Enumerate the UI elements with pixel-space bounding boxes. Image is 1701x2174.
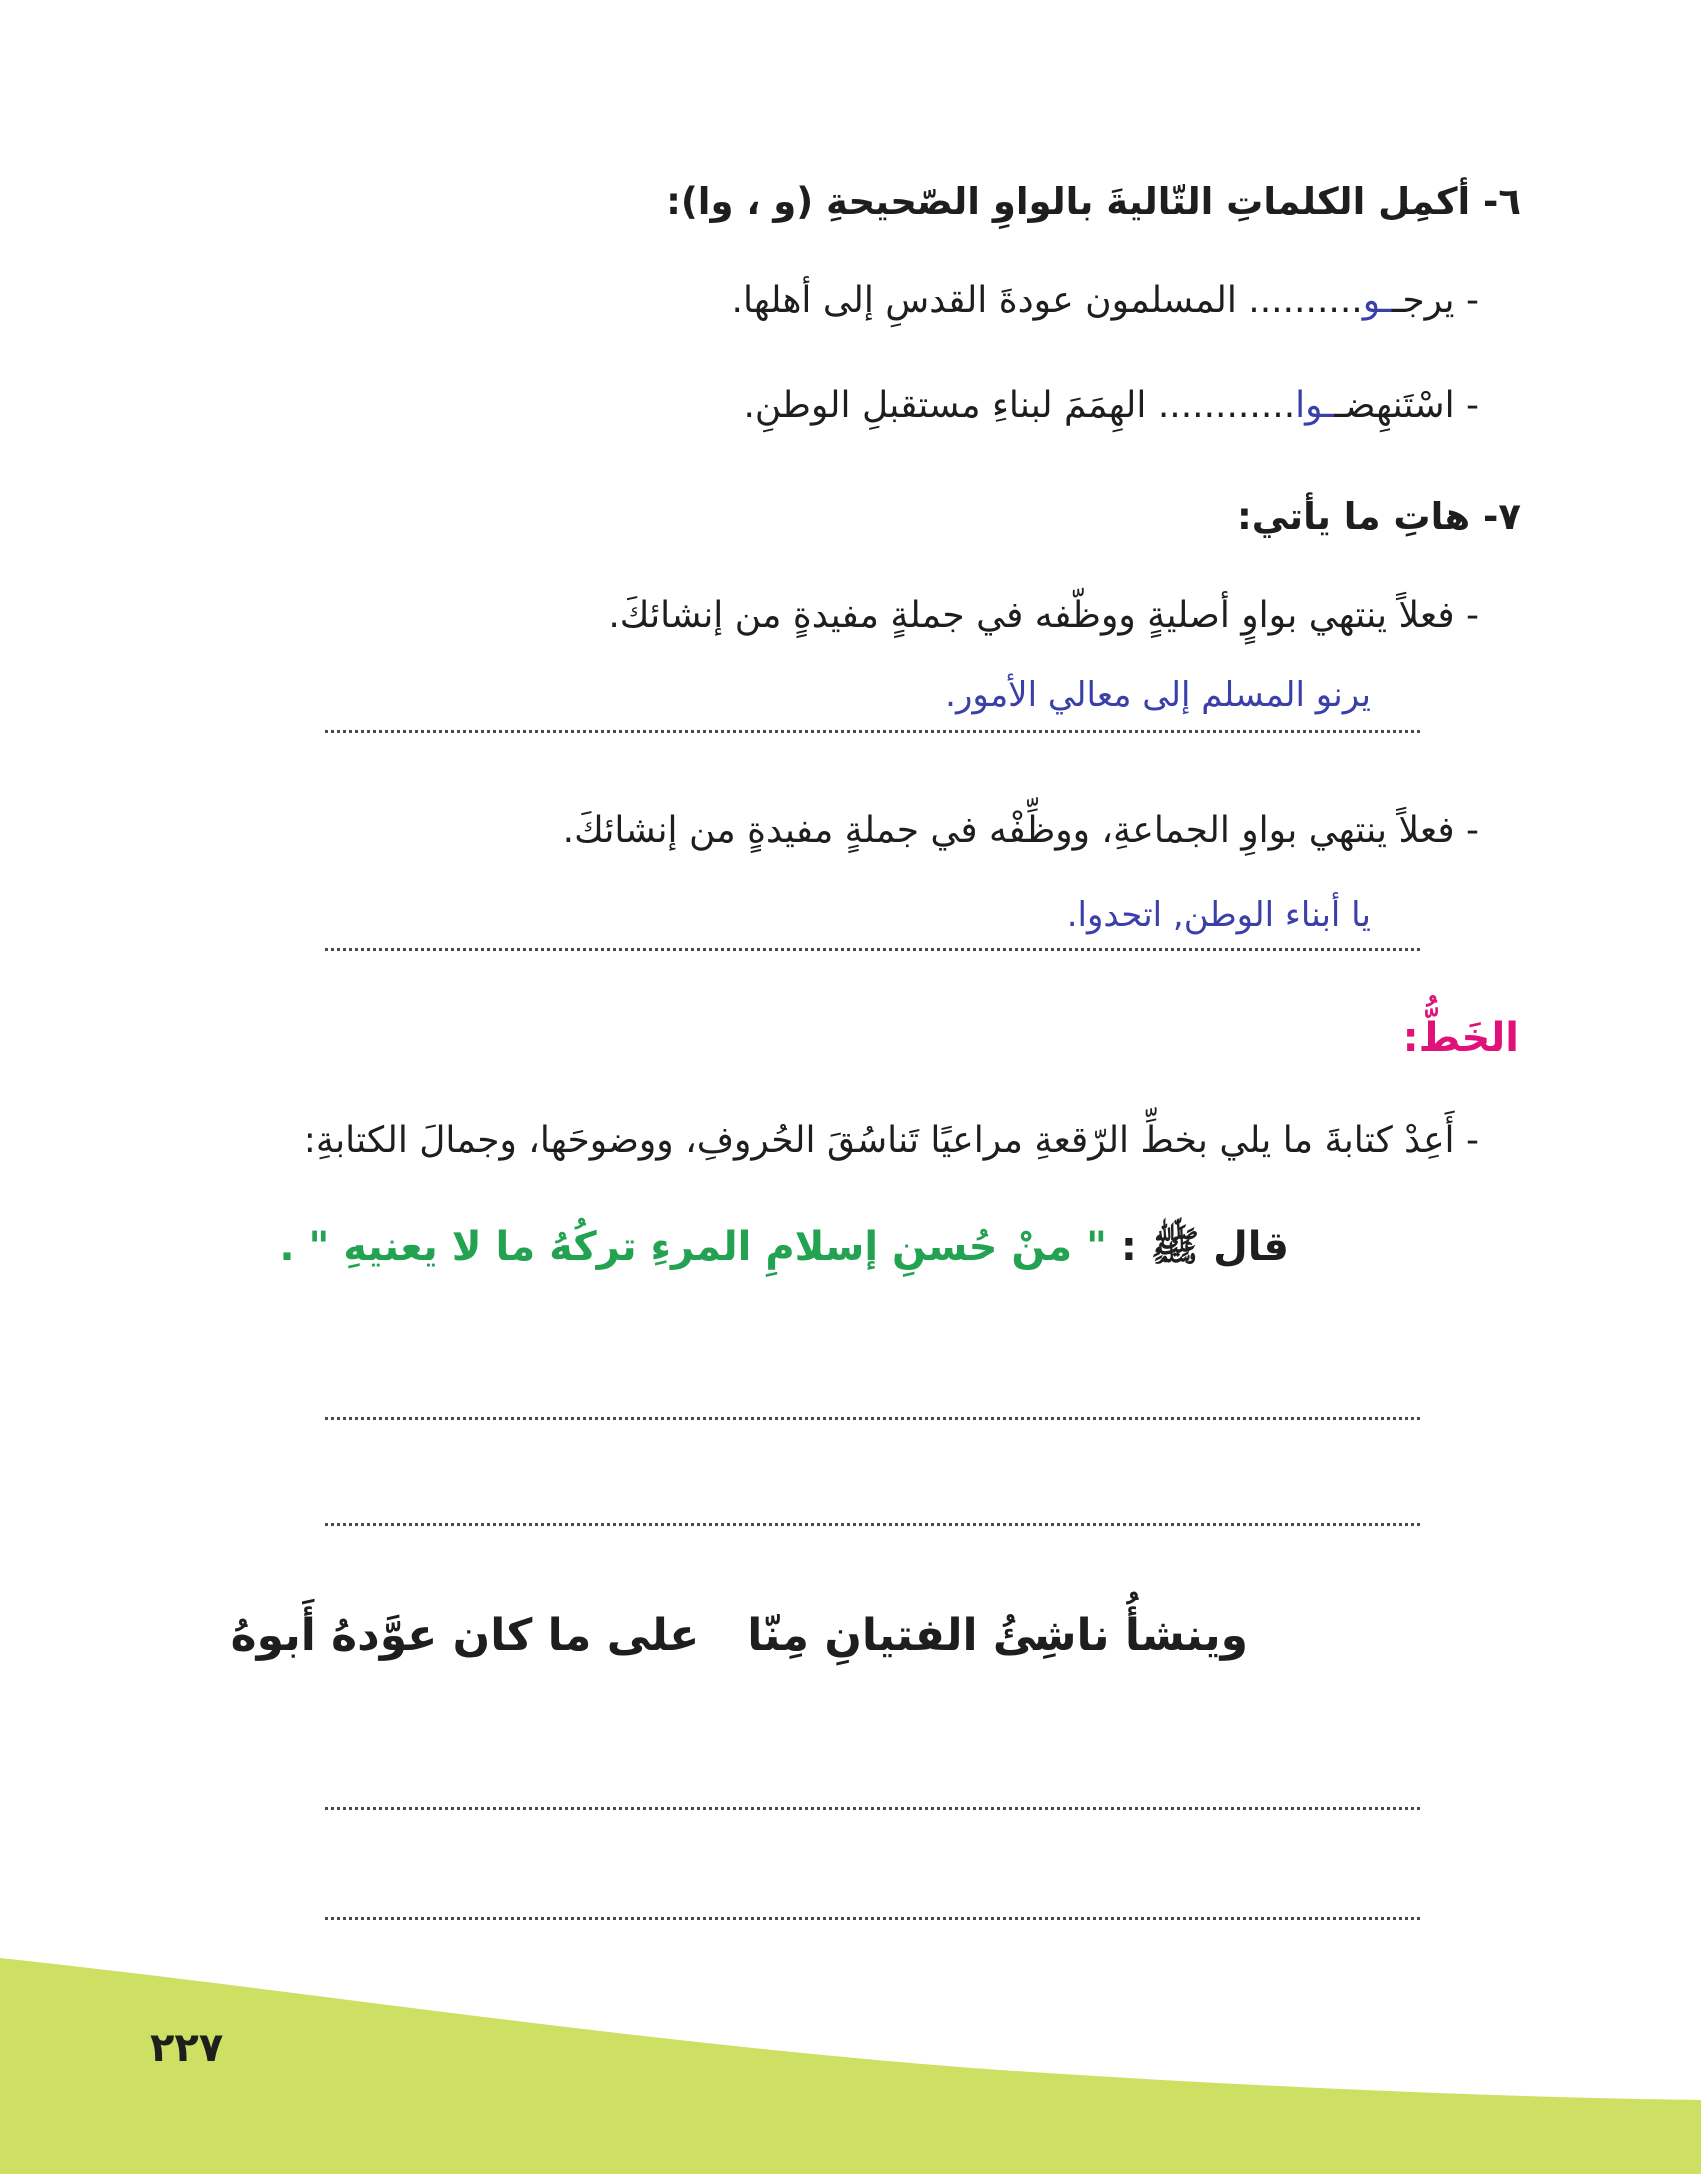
item-suffix: ............ الهِمَمَ لبناءِ مستقبلِ الوطنِ. xyxy=(743,385,1296,426)
hadith-quote xyxy=(279,1222,1289,1280)
filled-answer: ـو xyxy=(1362,280,1392,321)
page-number: ٢٢٧ xyxy=(150,2025,224,2071)
footer-band xyxy=(0,1950,1701,2174)
question-7-item-2-answer: يا أبناء الوطن, اتحدوا. xyxy=(1066,895,1371,935)
question-6-item-1 xyxy=(732,280,1479,321)
writing-line xyxy=(325,948,1420,951)
verse-first-hemistich: وينشأُ ناشِئُ الفتيانِ مِنّا xyxy=(747,1610,1248,1661)
question-6-item-2 xyxy=(743,385,1479,426)
poetry-verse xyxy=(231,1610,1248,1661)
item-suffix: .......... المسلمون عودةَ القدسِ إلى أهلها. xyxy=(731,280,1363,321)
question-7-title: ٧- هاتِ ما يأتي: xyxy=(1236,495,1521,538)
item-prefix: - اسْتَنهِضـ xyxy=(1334,385,1479,426)
writing-line xyxy=(325,730,1420,733)
writing-line xyxy=(325,1523,1420,1526)
writing-line xyxy=(325,1807,1420,1810)
item-prefix: - يرجـ xyxy=(1391,280,1479,321)
hadith-text: " منْ حُسنِ إسلامِ المرءِ تركُهُ ما لا يعنيهِ " . xyxy=(279,1224,1107,1270)
writing-line xyxy=(325,1417,1420,1420)
question-7-item-1-prompt: - فعلاً ينتهي بواوٍ أصليةٍ ووظّفه في جملةٍ مفيدةٍ من إنشائكَ. xyxy=(608,595,1479,636)
question-7-item-2-prompt: - فعلاً ينتهي بواوِ الجماعةِ، ووظِّفْه في جملةٍ مفيدةٍ من إنشائكَ. xyxy=(562,810,1479,851)
calligraphy-heading: الخَطُّ: xyxy=(1402,1015,1519,1061)
question-6-title: ٦- أكمِل الكلماتِ التّاليةَ بالواوِ الصّحيحةِ (و ، وا): xyxy=(666,180,1521,223)
question-7-item-1-answer: يرنو المسلم إلى معالي الأمور. xyxy=(945,675,1371,715)
writing-line xyxy=(325,1917,1420,1920)
hadith-prefix: قال ﷺ : xyxy=(1120,1224,1289,1270)
filled-answer: ـوا xyxy=(1295,385,1335,426)
verse-second-hemistich: على ما كان عوَّدهُ أَبوهُ xyxy=(230,1610,700,1661)
calligraphy-instruction: - أَعِدْ كتابةَ ما يلي بخطِّ الرّقعةِ مراعيًا تَناسُقَ الحُروفِ، ووضوحَها، وجمالَ الكتابةِ: xyxy=(303,1120,1479,1161)
